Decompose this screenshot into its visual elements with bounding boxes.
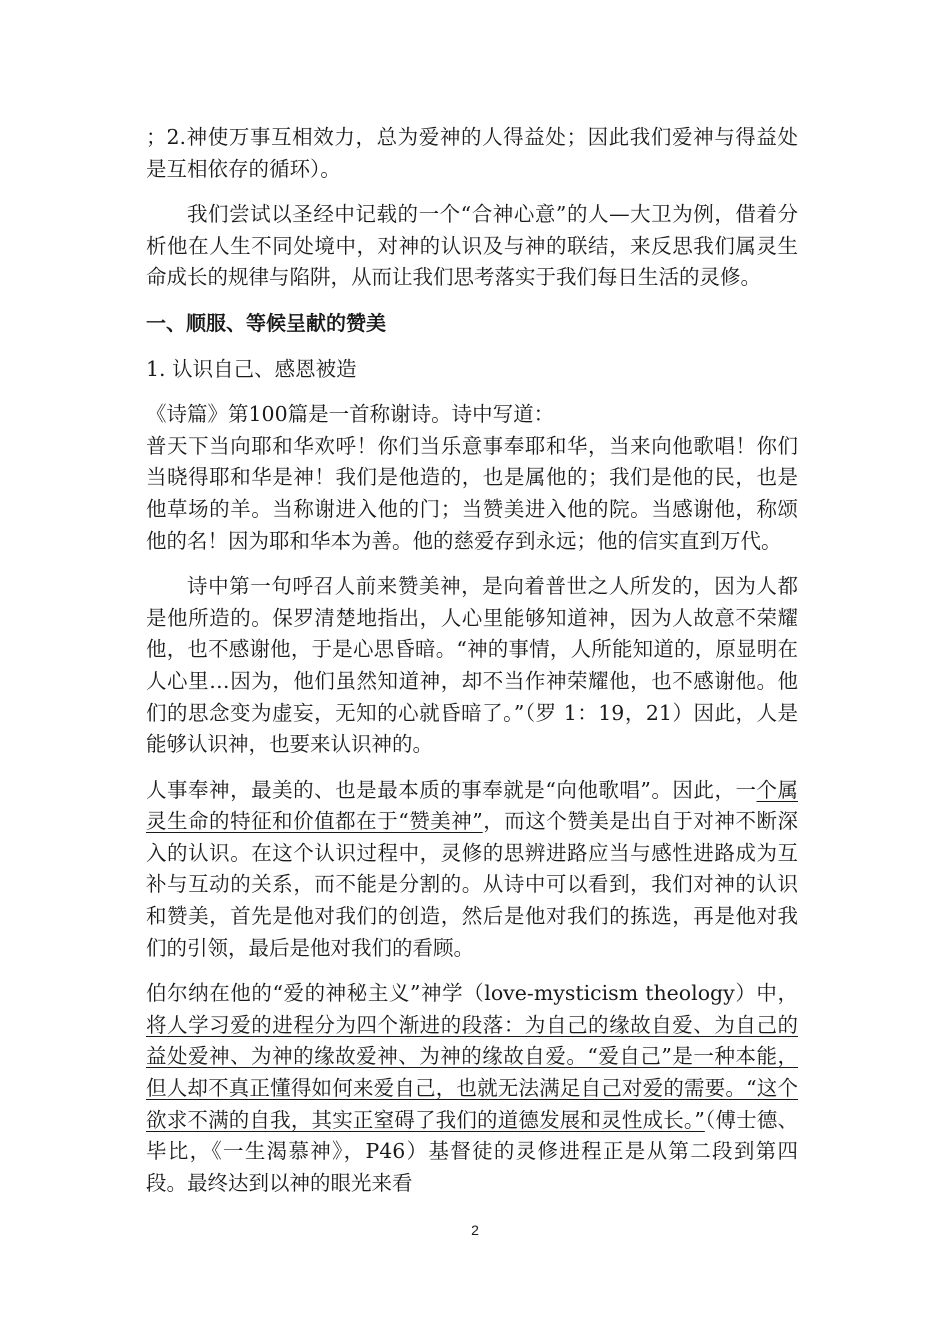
paragraph-bernard — [146, 978, 798, 1199]
paragraph-worship-text-b: ，而这个赞美是出自于对神不断深入的认识。在这个认识过程中，灵修的思辨进路应当与感性进路成为互补与互动的关系，而不能是分割的。从诗中可以看到，我们对神的认识和赞美，首先是他对我们的创造，然后是他对我们的拣选，再是他对我们的引领，最后是他对我们的看顾。 — [146, 809, 798, 960]
paragraph-bernard-text-b: （傅士德、毕比，《一生渴慕神》，P46）基督徒的灵修进程正是从第二段到第四段。最终达到以神的眼光来看 — [146, 1107, 799, 1195]
paragraph-bernard-text-a: 伯尔纳在他的“爱的神秘主义”神学（love-mysticism theology）中， — [146, 981, 798, 1006]
subsection-heading: 1. 认识自己、感恩被造 — [146, 356, 357, 381]
paragraph-david-intro: 我们尝试以圣经中记载的一个“合神心意”的人—大卫为例，借着分析他在人生不同处境中，对神的认识及与神的联结，来反思我们属灵生命成长的规律与陷阱，从而让我们思考落实于我们每日生活的灵修。 — [146, 202, 798, 290]
paragraph-praise-call: 诗中第一句呼召人前来赞美神，是向着普世之人所发的，因为人都是他所造的。保罗清楚地指出，人心里能够知道神，因为人故意不荣耀他，也不感谢他，于是心思昏暗。“神的事情，人所能知道的，原显明在人心里…因为，他们虽然知道神，却不当作神荣耀他，也不感谢他。他们的思念变为虚妄，无知的心就昏暗了。”（罗 1：19，21）因此，人是能够认识神，也要来认识神的。 — [146, 574, 798, 757]
psalm-quote: 普天下当向耶和华欢呼！你们当乐意事奉耶和华，当来向他歌唱！你们当晓得耶和华是神！我们是他造的，也是属他的；我们是他的民，也是他草场的羊。当称谢进入他的门；当赞美进入他的院。当感谢他，称颂他的名！因为耶和华本为善。他的慈爱存到永远；他的信实直到万代。 — [146, 433, 798, 553]
paragraph-worship — [146, 775, 798, 965]
section-heading: 一、顺服、等候呈献的赞美 — [146, 310, 386, 335]
underlined-text: 个属灵生命的特征和价值都在于“赞美神” — [146, 777, 799, 834]
paragraph-psalm-intro: 《诗篇》第100篇是一首称谢诗。诗中写道： — [146, 402, 555, 427]
page-number: 2 — [471, 1222, 479, 1238]
underlined-text: 将人学习爱的进程分为四个渐进的段落：为自己的缘故自爱、为自己的益处爱神、为神的缘故爱神、为神的缘故自爱。“爱自己”是一种本能，但人却不真正懂得如何来爱自己，也就无法满足自己对爱的需要。“这个欲求不满的自我，其实正窒碍了我们的道德发展和灵性成长。” — [146, 1012, 798, 1132]
paragraph-worship-text-a: 人事奉神，最美的、也是最本质的事奉就是“向他歌唱”。因此，一 — [146, 777, 757, 802]
document-body — [146, 122, 798, 1199]
paragraph-continuation: ；2.神使万事互相效力，总为爱神的人得益处；因此我们爱神与得益处是互相依存的循环）。 — [146, 125, 798, 181]
